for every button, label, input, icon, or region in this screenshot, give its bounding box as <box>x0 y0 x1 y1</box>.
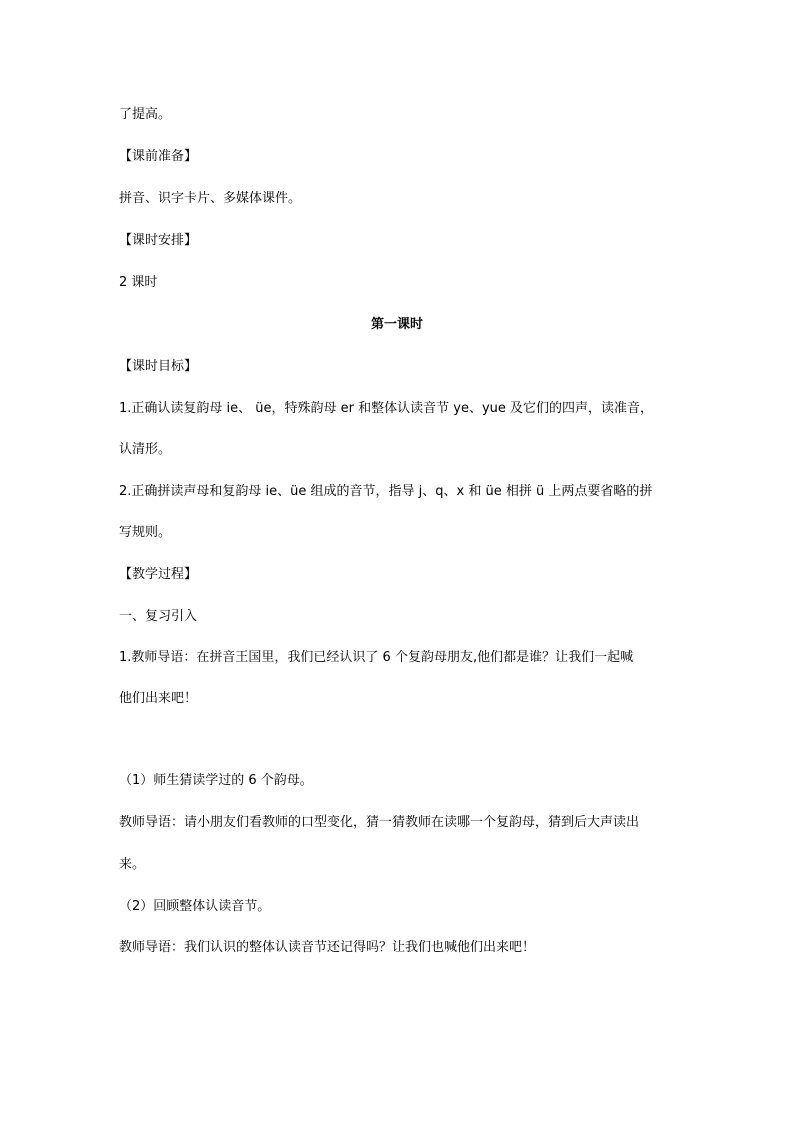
lesson-title: 第一课时 <box>370 317 423 332</box>
text-line: 教师导语：请小朋友们看教师的口型变化，猜一猜教师在读哪一个复韵母，猜到后大声读出 <box>119 815 640 830</box>
section-heading-schedule: 【课时安排】 <box>119 233 198 248</box>
text-line: 拼音、识字卡片、多媒体课件。 <box>119 191 302 206</box>
section-heading-objectives: 【课时目标】 <box>119 359 198 374</box>
text-line: 1.正确认读复韵母 ie、 üe，特殊韵母 er 和整体认读音节 ye、yue 及它们的四声，读准音， <box>119 401 654 416</box>
section-heading-preparation: 【课前准备】 <box>119 149 198 164</box>
text-line: 一、复习引入 <box>119 609 198 624</box>
text-line: 认清形。 <box>119 442 172 457</box>
text-line: 教师导语：我们认识的整体认读音节还记得吗？让我们也喊他们出来吧！ <box>119 940 536 955</box>
text-line: 他们出来吧！ <box>119 691 198 706</box>
text-line: （2）回顾整体认读音节。 <box>119 899 271 914</box>
text-line: 写规则。 <box>119 525 172 540</box>
section-heading-process: 【教学过程】 <box>119 567 198 582</box>
text-line: 2.正确拼读声母和复韵母 ie、üe 组成的音节，指导 j、q、x 和 üe 相拼 ü 上两点要省略的拼 <box>119 484 653 499</box>
text-line: 来。 <box>119 857 146 872</box>
text-line: 了提高。 <box>119 107 172 122</box>
text-line: 1.教师导语：在拼音王国里，我们已经认识了 6 个复韵母朋友,他们都是谁？让我们一起喊 <box>119 650 634 665</box>
text-line: （1）师生猜读学过的 6 个韵母。 <box>119 773 313 788</box>
text-line: 2 课时 <box>119 275 158 290</box>
